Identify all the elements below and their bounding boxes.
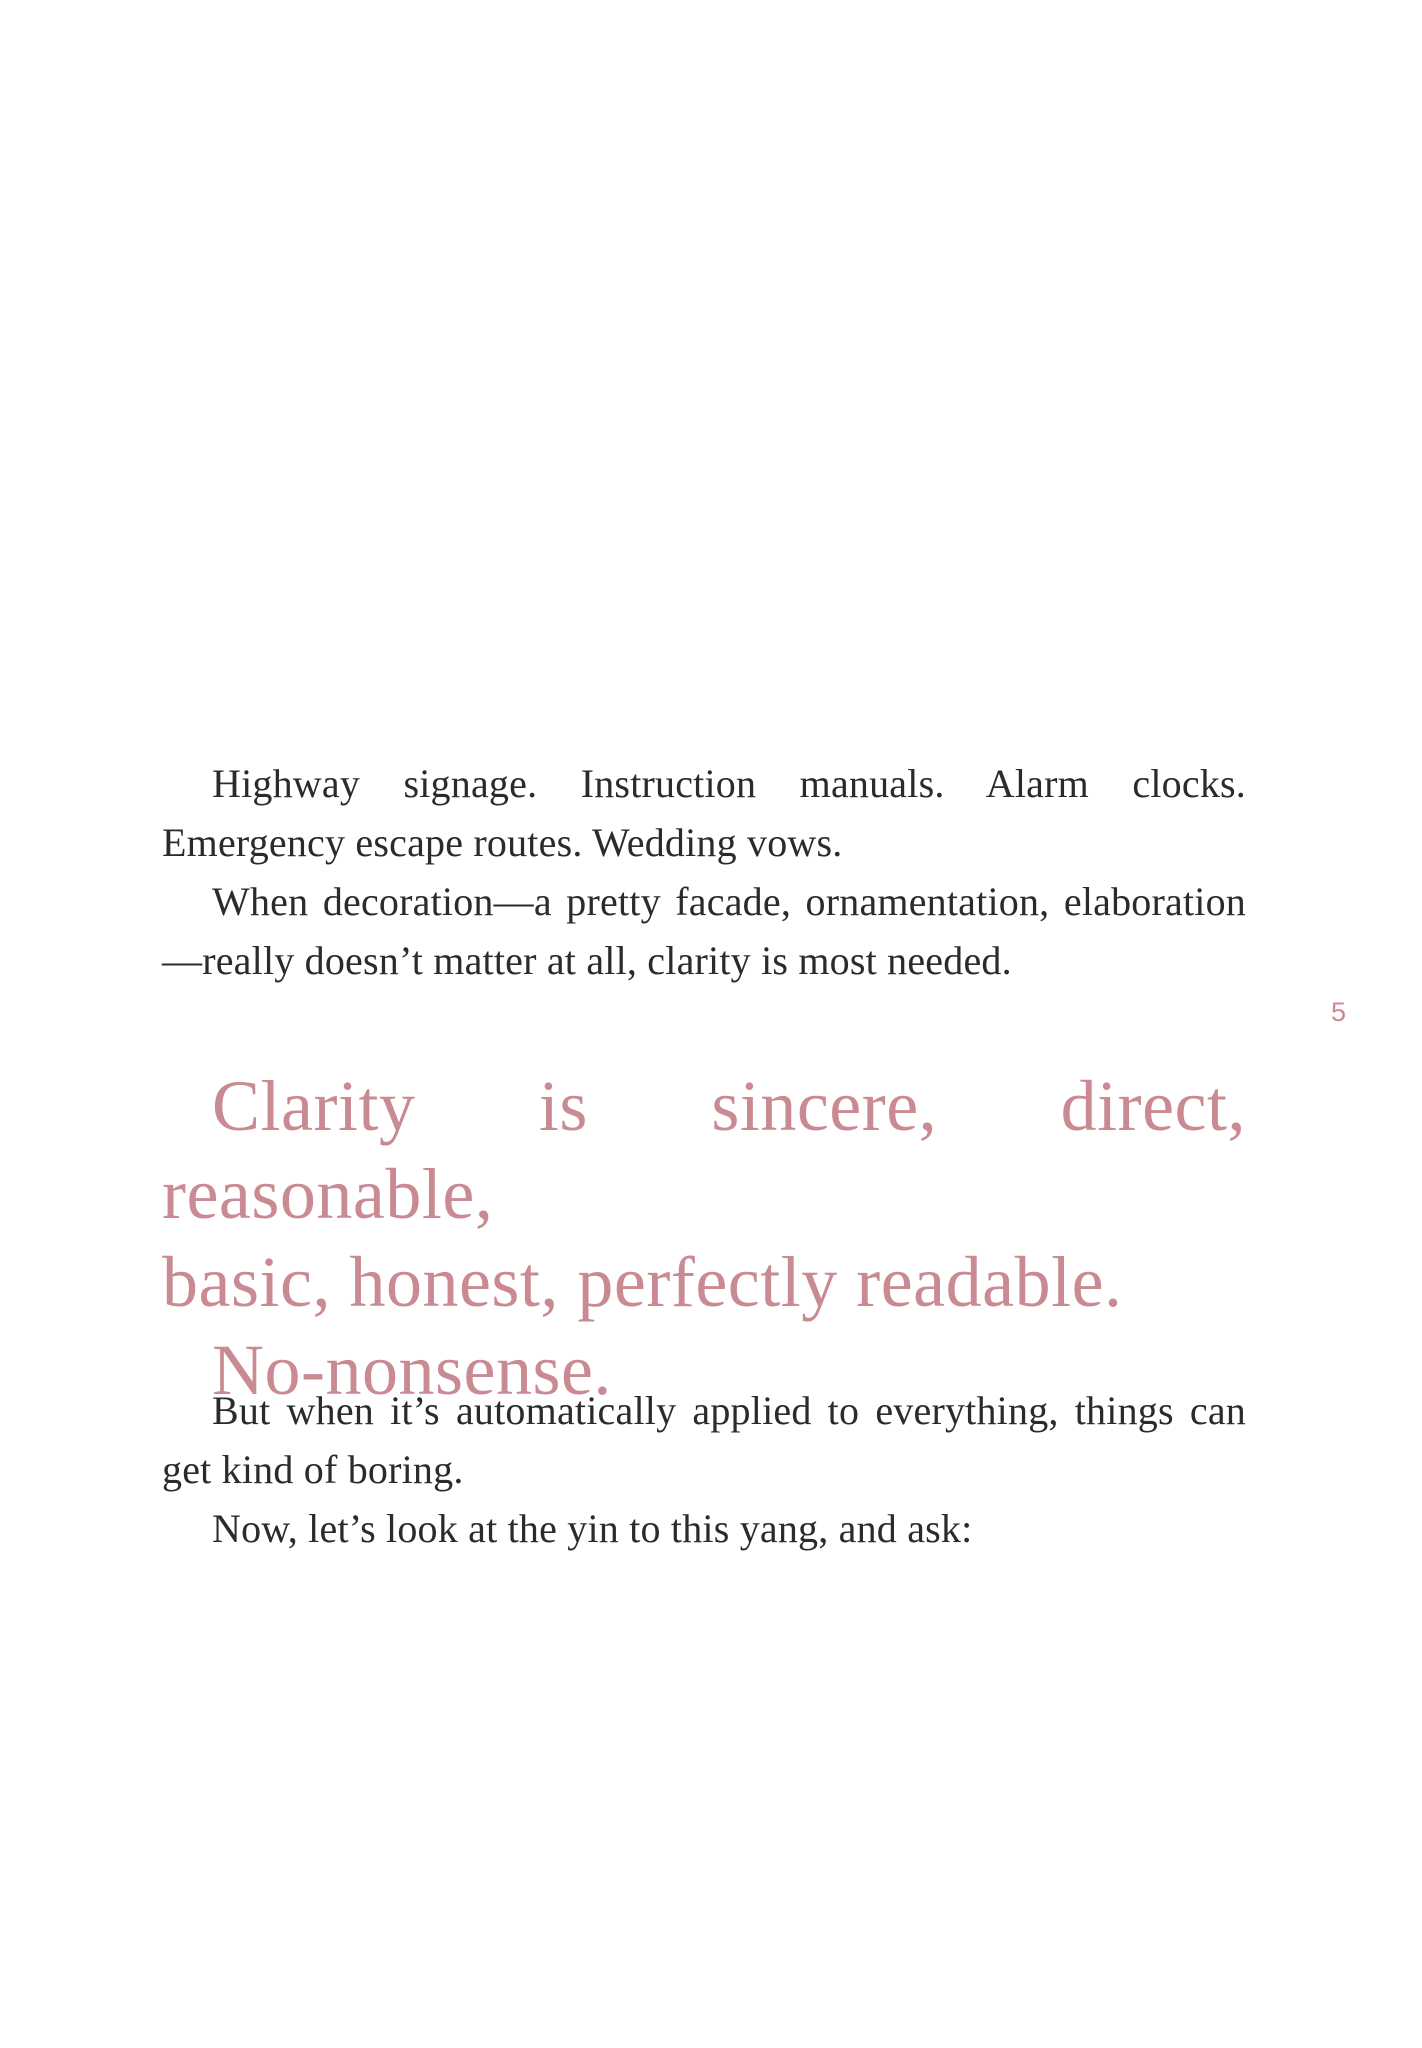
paragraph-examples: Highway signage. Instruction manuals. Alarm clocks. Emergency escape routes. Wedding vows. [162, 761, 1246, 865]
page-number: 5 [1331, 997, 1347, 1027]
pull-quote-line-2: basic, honest, perfectly readable. [162, 1242, 1123, 1322]
pull-quote-line-3: No-nonsense. [212, 1330, 612, 1410]
paragraph-boring: But when it’s automatically applied to everything, things can get kind of boring. [162, 1388, 1246, 1492]
paragraph-yin-yang: Now, let’s look at the yin to this yang, and ask: [212, 1506, 973, 1551]
intro-text-block [162, 754, 1246, 990]
paragraph-decoration: When decoration—a pretty facade, ornamentation, elaboration—really doesn’t matter at all, clarity is most needed. [162, 879, 1246, 983]
pull-quote-line-1: Clarity is sincere, direct, reasonable, [162, 1066, 1246, 1234]
closing-text-block [162, 1381, 1246, 1558]
pull-quote [162, 1062, 1246, 1414]
